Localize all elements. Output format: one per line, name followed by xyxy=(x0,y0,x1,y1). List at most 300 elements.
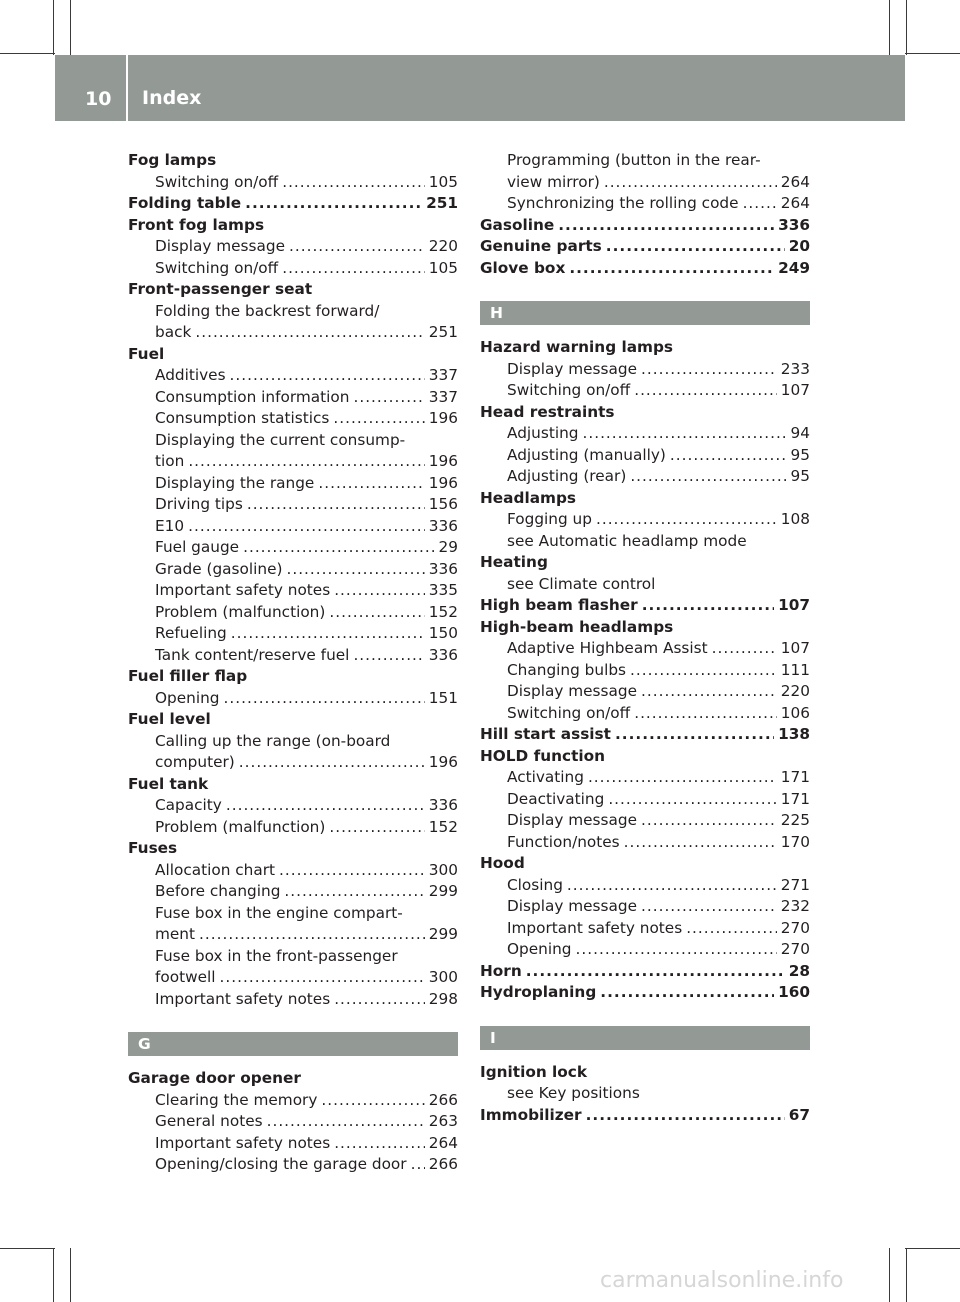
page-reference[interactable]: 196 xyxy=(428,452,458,470)
leader-dots xyxy=(321,1090,424,1112)
index-subentry xyxy=(480,703,810,725)
entry-label: Clearing the memory xyxy=(155,1090,318,1109)
entry-label: Folding the backrest forward/ xyxy=(155,301,380,320)
index-heading xyxy=(128,774,458,796)
entry-label: Genuine parts xyxy=(480,237,602,255)
entry-label: Important safety notes xyxy=(507,918,683,937)
page-reference[interactable]: 266 xyxy=(428,1155,458,1173)
index-subentry xyxy=(128,946,458,968)
page-reference[interactable]: 300 xyxy=(428,860,458,879)
leader-dots xyxy=(243,537,434,559)
entry-label: HOLD function xyxy=(480,746,606,765)
entry-label: Gasoline xyxy=(480,215,555,234)
index-heading xyxy=(128,150,458,172)
entry-label: Additives xyxy=(155,366,226,384)
page-reference[interactable]: 271 xyxy=(780,875,810,894)
entry-label: Grade (gasoline) xyxy=(155,559,283,578)
entry-label: Calling up the range (on-board xyxy=(155,731,391,750)
leader-dots xyxy=(642,595,774,617)
entry-label: Adjusting (rear) xyxy=(507,467,627,485)
page-reference[interactable]: 106 xyxy=(780,703,810,722)
crop-mark xyxy=(70,1248,71,1302)
entry-label: Problem (malfunction) xyxy=(155,602,326,621)
index-subentry xyxy=(480,1083,810,1105)
entry-label: ment xyxy=(155,925,196,943)
entry-label: view mirror) xyxy=(507,172,600,191)
index-subentry xyxy=(128,903,458,925)
index-heading xyxy=(480,215,810,237)
leader-dots xyxy=(641,810,777,832)
leader-dots xyxy=(333,408,424,430)
leader-dots xyxy=(334,989,425,1011)
index-subentry xyxy=(128,795,458,817)
leader-dots xyxy=(641,681,777,703)
leader-dots xyxy=(199,924,425,946)
leader-dots xyxy=(334,1133,425,1155)
index-subentry xyxy=(128,236,458,258)
index-heading xyxy=(128,344,458,366)
entry-label: Adjusting (manually) xyxy=(507,445,666,464)
index-heading xyxy=(128,1068,458,1090)
page-reference[interactable]: 107 xyxy=(778,596,810,614)
entry-label: Closing xyxy=(507,875,563,894)
entry-label: Important safety notes xyxy=(155,581,331,599)
entry-label: Fog lamps xyxy=(128,151,217,169)
index-heading xyxy=(480,337,810,359)
crop-mark xyxy=(0,1248,55,1249)
entry-label: Switching on/off xyxy=(155,172,279,191)
index-heading xyxy=(480,258,810,280)
entry-label: Changing bulbs xyxy=(507,660,627,679)
leader-dots xyxy=(220,967,425,989)
leader-dots xyxy=(569,258,774,280)
index-heading xyxy=(480,552,810,574)
leader-dots xyxy=(353,645,424,667)
entry-label: Switching on/off xyxy=(507,703,631,722)
index-subentry xyxy=(128,1154,458,1176)
entry-label: Opening xyxy=(507,940,572,958)
entry-label: Fuel filler flap xyxy=(128,667,248,685)
page-reference[interactable]: 264 xyxy=(780,194,810,212)
index-subentry xyxy=(128,172,458,194)
index-heading xyxy=(480,1062,810,1084)
entry-label: Hill start assist xyxy=(480,725,611,743)
leader-dots xyxy=(247,494,425,516)
entry-label: see Key positions xyxy=(507,1084,640,1102)
crop-mark xyxy=(889,0,890,55)
index-subentry xyxy=(128,258,458,280)
page-reference[interactable]: 107 xyxy=(780,639,810,657)
page-reference[interactable]: 266 xyxy=(428,1090,458,1109)
page-reference[interactable]: 220 xyxy=(780,682,810,700)
leader-dots xyxy=(282,258,425,280)
page-reference[interactable]: 196 xyxy=(428,753,458,771)
page-reference[interactable]: 264 xyxy=(428,1133,458,1152)
leader-dots xyxy=(334,580,425,602)
header-divider xyxy=(126,55,128,121)
crop-mark xyxy=(906,1248,907,1302)
entry-label: see Automatic headlamp mode xyxy=(507,531,747,550)
leader-dots xyxy=(353,387,424,409)
index-subentry xyxy=(480,531,810,553)
entry-label: Headlamps xyxy=(480,488,577,507)
entry-label: Activating xyxy=(507,768,584,786)
leader-dots xyxy=(329,602,424,624)
leader-dots xyxy=(634,380,777,402)
crop-mark xyxy=(906,0,907,55)
page-reference[interactable]: 107 xyxy=(780,381,810,399)
leader-dots xyxy=(188,451,424,473)
page-reference[interactable]: 300 xyxy=(428,968,458,986)
entry-label: High beam flasher xyxy=(480,596,638,614)
entry-label: Refueling xyxy=(155,624,227,642)
page-reference[interactable]: 95 xyxy=(790,467,810,485)
section-letter-h: H xyxy=(480,301,810,325)
entry-label: Display message xyxy=(507,682,637,700)
leader-dots xyxy=(411,1154,425,1176)
entry-label: back xyxy=(155,323,192,341)
entry-label: Display message xyxy=(507,359,637,378)
page-reference[interactable]: 152 xyxy=(428,817,458,836)
leader-dots xyxy=(558,215,774,237)
index-subentry xyxy=(480,875,810,897)
page-reference[interactable]: 196 xyxy=(428,473,458,492)
page-reference[interactable]: 156 xyxy=(428,495,458,513)
crop-mark xyxy=(905,1248,960,1249)
crop-mark xyxy=(53,0,54,55)
entry-label: Front-passenger seat xyxy=(128,280,313,298)
crop-mark xyxy=(53,1248,54,1302)
index-subentry xyxy=(480,939,810,961)
index-column-left xyxy=(128,150,458,1176)
index-subentry xyxy=(128,430,458,452)
leader-dots xyxy=(245,193,422,215)
page-reference[interactable]: 299 xyxy=(428,882,458,900)
page-reference[interactable]: 111 xyxy=(780,660,810,679)
page-reference[interactable]: 95 xyxy=(790,445,810,464)
index-subentry xyxy=(480,172,810,194)
page-reference[interactable]: 171 xyxy=(780,768,810,786)
index-heading xyxy=(128,193,458,215)
page-reference[interactable]: 94 xyxy=(790,424,810,442)
index-heading xyxy=(480,961,810,983)
index-subentry xyxy=(480,193,810,215)
entry-label: Tank content/reserve fuel xyxy=(155,645,350,664)
page-reference[interactable]: 249 xyxy=(778,258,810,277)
entry-label: Switching on/off xyxy=(507,381,631,399)
page-number: 10 xyxy=(85,88,112,110)
entry-label: Folding table xyxy=(128,194,242,212)
page-reference[interactable]: 138 xyxy=(778,725,810,743)
page-reference[interactable]: 336 xyxy=(778,215,810,234)
index-subentry xyxy=(480,660,810,682)
page-reference[interactable]: 335 xyxy=(428,581,458,599)
leader-dots xyxy=(567,875,777,897)
entry-label: Allocation chart xyxy=(155,860,276,879)
index-subentry xyxy=(128,322,458,344)
entry-label: Displaying the current consump- xyxy=(155,430,406,449)
leader-dots xyxy=(224,688,425,710)
page-reference[interactable]: 263 xyxy=(428,1112,458,1130)
index-subentry xyxy=(128,1090,458,1112)
page-reference[interactable]: 67 xyxy=(788,1105,810,1124)
page-reference[interactable]: 299 xyxy=(428,925,458,943)
index-subentry xyxy=(480,810,810,832)
entry-label: Consumption information xyxy=(155,387,350,406)
entry-label: General notes xyxy=(155,1112,263,1130)
page-reference[interactable]: 336 xyxy=(428,559,458,578)
crop-mark xyxy=(905,53,960,54)
entry-label: Fuel level xyxy=(128,710,211,728)
index-subentry xyxy=(480,638,810,660)
page-reference[interactable]: 232 xyxy=(780,897,810,915)
index-subentry xyxy=(128,473,458,495)
page-reference[interactable]: 28 xyxy=(788,961,810,980)
page-reference[interactable]: 160 xyxy=(778,983,810,1001)
leader-dots xyxy=(630,466,786,488)
index-heading xyxy=(480,724,810,746)
entry-label: Function/notes xyxy=(507,832,620,851)
leader-dots xyxy=(712,638,777,660)
crop-mark xyxy=(70,0,71,55)
page-reference[interactable]: 220 xyxy=(428,237,458,255)
index-subentry xyxy=(480,681,810,703)
entry-label: Problem (malfunction) xyxy=(155,817,326,836)
entry-label: Fogging up xyxy=(507,510,592,528)
index-heading xyxy=(480,402,810,424)
entry-label: Opening/closing the garage door xyxy=(155,1155,407,1173)
index-column-right xyxy=(480,150,810,1126)
entry-label: Hydroplaning xyxy=(480,983,597,1001)
entry-label: Hazard warning lamps xyxy=(480,338,674,356)
index-subentry xyxy=(128,623,458,645)
page-reference[interactable]: 251 xyxy=(426,194,458,212)
entry-label: computer) xyxy=(155,753,235,771)
page-reference[interactable]: 150 xyxy=(428,624,458,642)
index-heading xyxy=(128,709,458,731)
leader-dots xyxy=(604,172,777,194)
page-reference[interactable]: 151 xyxy=(428,688,458,707)
index-subentry xyxy=(480,767,810,789)
entry-label: Consumption statistics xyxy=(155,409,330,427)
index-subentry xyxy=(128,559,458,581)
entry-label: Head restraints xyxy=(480,402,615,421)
leader-dots xyxy=(226,795,425,817)
index-subentry xyxy=(128,537,458,559)
leader-dots xyxy=(286,559,424,581)
page-reference[interactable]: 233 xyxy=(780,359,810,378)
page-reference[interactable]: 337 xyxy=(428,387,458,406)
leader-dots xyxy=(634,703,777,725)
leader-dots xyxy=(576,939,777,961)
entry-label: tion xyxy=(155,452,185,470)
leader-dots xyxy=(231,623,425,645)
page-reference[interactable]: 196 xyxy=(428,409,458,427)
page-reference[interactable]: 105 xyxy=(428,258,458,277)
entry-label: E10 xyxy=(155,516,185,535)
index-subentry xyxy=(128,365,458,387)
entry-label: Opening xyxy=(155,688,220,707)
entry-label: Synchronizing the rolling code xyxy=(507,194,739,212)
entry-label: Fuel xyxy=(128,344,165,363)
page-reference[interactable]: 170 xyxy=(780,832,810,851)
entry-label: Fuse box in the engine compart- xyxy=(155,903,403,922)
index-heading xyxy=(128,215,458,237)
index-subentry xyxy=(480,574,810,596)
index-subentry xyxy=(128,580,458,602)
entry-label: Adjusting xyxy=(507,424,579,442)
index-subentry xyxy=(128,516,458,538)
watermark: carmanualsonline.info xyxy=(600,1268,844,1293)
index-subentry xyxy=(480,150,810,172)
leader-dots xyxy=(239,752,425,774)
leader-dots xyxy=(230,365,425,387)
page-reference[interactable]: 336 xyxy=(428,645,458,664)
index-heading xyxy=(480,853,810,875)
index-subentry xyxy=(480,832,810,854)
entry-label: Important safety notes xyxy=(155,989,331,1008)
index-subentry xyxy=(480,380,810,402)
index-heading xyxy=(480,1105,810,1127)
page-reference[interactable]: 264 xyxy=(780,172,810,191)
section-letter-i: I xyxy=(480,1026,810,1050)
index-subentry xyxy=(128,1111,458,1133)
leader-dots xyxy=(596,509,777,531)
entry-label: Fuel gauge xyxy=(155,538,240,556)
index-subentry xyxy=(128,860,458,882)
section-letter-g: G xyxy=(128,1032,458,1056)
index-subentry xyxy=(480,509,810,531)
entry-label: Immobilizer xyxy=(480,1105,582,1124)
entry-label: Display message xyxy=(507,811,637,829)
entry-label: Front fog lamps xyxy=(128,215,265,234)
entry-label: Garage door opener xyxy=(128,1069,301,1087)
index-subentry xyxy=(128,924,458,946)
entry-label: Adaptive Highbeam Assist xyxy=(507,639,708,657)
page-reference[interactable]: 225 xyxy=(780,811,810,829)
index-subentry xyxy=(480,896,810,918)
page-reference[interactable]: 336 xyxy=(428,516,458,535)
leader-dots xyxy=(641,359,777,381)
entry-label: Horn xyxy=(480,961,522,980)
index-subentry xyxy=(128,967,458,989)
index-subentry xyxy=(128,989,458,1011)
entry-label: High-beam headlamps xyxy=(480,617,674,636)
page-reference[interactable]: 108 xyxy=(780,510,810,528)
leader-dots xyxy=(615,724,774,746)
entry-label: Important safety notes xyxy=(155,1133,331,1152)
leader-dots xyxy=(318,473,424,495)
entry-label: Fuel tank xyxy=(128,774,209,793)
leader-dots xyxy=(329,817,424,839)
leader-dots xyxy=(600,982,774,1004)
index-heading xyxy=(128,279,458,301)
index-subentry xyxy=(128,752,458,774)
entry-label: Display message xyxy=(155,237,285,255)
index-subentry xyxy=(480,918,810,940)
page-reference[interactable]: 337 xyxy=(428,366,458,384)
leader-dots xyxy=(670,445,787,467)
index-subentry xyxy=(480,466,810,488)
entry-label: Fuses xyxy=(128,839,178,857)
page-reference[interactable]: 171 xyxy=(780,789,810,808)
leader-dots xyxy=(289,236,425,258)
entry-label: Capacity xyxy=(155,796,222,814)
crop-mark xyxy=(889,1248,890,1302)
page-title: Index xyxy=(142,87,202,109)
page-reference[interactable]: 251 xyxy=(428,323,458,341)
entry-label: Heating xyxy=(480,553,548,571)
index-subentry xyxy=(128,645,458,667)
index-subentry xyxy=(128,731,458,753)
entry-label: Ignition lock xyxy=(480,1062,588,1081)
index-subentry xyxy=(128,1133,458,1155)
leader-dots xyxy=(586,1105,785,1127)
index-subentry xyxy=(480,359,810,381)
leader-dots xyxy=(267,1111,425,1133)
index-heading xyxy=(480,595,810,617)
entry-label: Glove box xyxy=(480,258,566,277)
entry-label: Hood xyxy=(480,854,525,872)
page-reference[interactable]: 29 xyxy=(438,538,458,556)
index-subentry xyxy=(480,445,810,467)
index-heading xyxy=(480,617,810,639)
entry-label: see Climate control xyxy=(507,574,656,593)
page-reference[interactable]: 105 xyxy=(428,172,458,191)
index-heading xyxy=(480,746,810,768)
leader-dots xyxy=(588,767,777,789)
index-heading xyxy=(480,236,810,258)
leader-dots xyxy=(582,423,786,445)
leader-dots xyxy=(630,660,777,682)
leader-dots xyxy=(686,918,777,940)
entry-label: Programming (button in the rear- xyxy=(507,151,761,169)
leader-dots xyxy=(195,322,424,344)
index-subentry xyxy=(128,817,458,839)
index-subentry xyxy=(128,688,458,710)
leader-dots xyxy=(743,193,777,215)
index-subentry xyxy=(128,387,458,409)
index-subentry xyxy=(128,408,458,430)
index-heading xyxy=(128,838,458,860)
leader-dots xyxy=(526,961,785,983)
page-reference[interactable]: 336 xyxy=(428,796,458,814)
entry-label: Switching on/off xyxy=(155,258,279,277)
index-subentry xyxy=(128,451,458,473)
page-reference[interactable]: 20 xyxy=(788,237,810,255)
page-reference[interactable]: 270 xyxy=(780,918,810,937)
index-heading xyxy=(480,488,810,510)
index-subentry xyxy=(128,881,458,903)
page-reference[interactable]: 298 xyxy=(428,989,458,1008)
entry-label: Deactivating xyxy=(507,789,605,808)
page-reference[interactable]: 270 xyxy=(780,940,810,958)
index-subentry xyxy=(480,789,810,811)
index-heading xyxy=(480,982,810,1004)
entry-label: Fuse box in the front-passenger xyxy=(155,946,398,965)
leader-dots xyxy=(608,789,776,811)
leader-dots xyxy=(284,881,424,903)
leader-dots xyxy=(624,832,777,854)
leader-dots xyxy=(606,236,785,258)
index-subentry xyxy=(128,494,458,516)
crop-mark xyxy=(0,53,55,54)
leader-dots xyxy=(188,516,425,538)
entry-label: Driving tips xyxy=(155,495,243,513)
entry-label: Before changing xyxy=(155,882,281,900)
entry-label: Display message xyxy=(507,897,637,915)
page-reference[interactable]: 152 xyxy=(428,602,458,621)
